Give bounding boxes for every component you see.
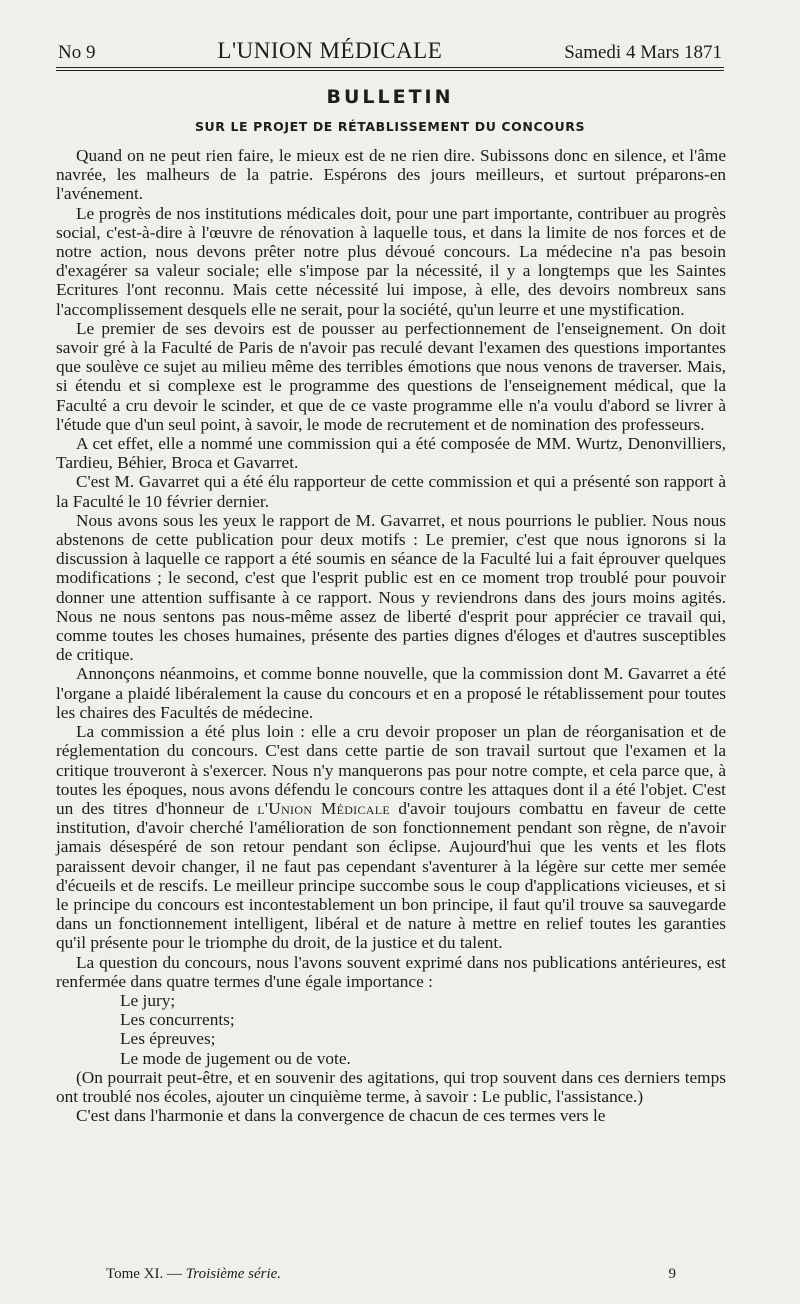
header-rule bbox=[56, 67, 724, 71]
paragraph: C'est M. Gavarret qui a été élu rapporteur de cette commission et qui a présenté son rapport à la Faculté le 10 février dernier. bbox=[56, 472, 726, 511]
page-header bbox=[58, 24, 722, 64]
paragraph bbox=[56, 722, 726, 952]
volume-info bbox=[106, 1266, 281, 1283]
paragraph: Le premier de ses devoirs est de pousser au perfectionnement de l'enseignement. On doit savoir gré à la Faculté de Paris de n'avoir pas reculé devant l'examen des questions importantes que soulève ce sujet au milieu même des terribles émotions que nous venons de traverser. Mais, si étendu et si complexe est le programme des questions de l'enseignement médical, que la Faculté a cru devoir le scinder, et que de ce vaste programme elle n'a voulu d'abord se livrer à l'étude que d'un seul point, à savoir, le mode de recrutement et de nomination des professeurs. bbox=[56, 318, 726, 434]
paragraph-part: d'avoir toujours combattu en faveur de cette institution, d'avoir cherché l'amélioration de son fonctionnement pendant son règne, de n'avoir jamais désespéré de son retour pendant son éclipse. Aujourd'hui que les vents et les flots paraissent devoir changer, il ne faut pas cependant s'aventurer à la légère sur cette mer semée d'écueils et de rescifs. Le meilleur principe succombe sous le coup d'applications vicieuses, et si le principe du concours est incontestablement un bon principe, il faut qu'il trouve sa sauvegarde dans un fonctionnement intelligent, libéral et de nature à mettre en relief toutes les garanties qu'il présente pour le triomphe du droit, de la justice et du talent. bbox=[56, 798, 726, 953]
paragraph: La question du concours, nous l'avons souvent exprimé dans nos publications antérieures, est renfermée dans quatre termes d'une égale importance : bbox=[56, 952, 726, 991]
paragraph-part: La commission a été plus loin : elle a cru devoir proposer un plan de réorganisation et de réglementation du concours. C'est dans cette partie de son travail surtout que l'examen et la critique trouveront à s'exercer. Nous n'y manquerons pas pour notre compte, et cela parce que, à toutes les époques, nous avons défendu le concours contre les attaques dont il a été l'objet. C'est un des titres d'honneur de bbox=[56, 722, 726, 818]
paragraph: Le progrès de nos institutions médicales doit, pour une part importante, contribuer au progrès social, c'est-à-dire à l'œuvre de rénovation à laquelle tous, et dans la limite de nos forces et de notre action, nous devons prêter notre plus dévoué concours. La médecine n'a pas besoin d'exagérer sa valeur sociale; elle s'impose par la nécessité, il y a longtemps que les Saintes Ecritures l'ont reconnu. Mais cette nécessité lui impose, à elle, des devoirs nombreux sans l'accomplissement desquels elle ne serait, pour la société, qu'un leurre et une mystification. bbox=[56, 203, 726, 319]
issue-number: No 9 bbox=[58, 42, 96, 63]
page-number: 9 bbox=[668, 1266, 676, 1282]
list-item: Le mode de jugement ou de vote. bbox=[120, 1048, 351, 1068]
journal-title: L'UNION MÉDICALE bbox=[217, 38, 443, 63]
paragraph: Quand on ne peut rien faire, le mieux est de ne rien dire. Subissons donc en silence, et l'âme navrée, les malheurs de la patrie. Espérons des jours meilleurs, et surtout préparons-en l'avénement. bbox=[56, 146, 726, 204]
paragraph: A cet effet, elle a nommé une commission qui a été composée de MM. Wurtz, Denonvilliers, Tardieu, Béhier, Broca et Gavarret. bbox=[56, 434, 726, 473]
terms-list bbox=[56, 991, 726, 1068]
list-item: Les épreuves; bbox=[120, 1029, 216, 1049]
list-item: Les concurrents; bbox=[120, 1010, 235, 1030]
article-body bbox=[56, 146, 726, 1125]
section-heading: BULLETIN bbox=[326, 86, 454, 108]
paragraph: Annonçons néanmoins, et comme bonne nouvelle, que la commission dont M. Gavarret a été l'organe a plaidé libéralement la cause du concours et en a proposé le rétablissement pour toutes les chaires des Facultés de médecine. bbox=[56, 664, 726, 722]
article-subheading: SUR LE PROJET DE RÉTABLISSEMENT DU CONCOURS bbox=[194, 119, 586, 134]
list-item: Le jury; bbox=[120, 990, 176, 1010]
page-footer bbox=[106, 1266, 676, 1283]
paragraph: Nous avons sous les yeux le rapport de M. Gavarret, et nous pourrions le publier. Nous nous abstenons de cette publication pour deux motifs : Le premier, c'est que nous ignorons si la discussion à laquelle ce rapport a été soumis en séance de la Faculté lui a fait éprouver quelques modifications ; le second, c'est que l'esprit public est en ce moment trop troublé pour pouvoir donner une attention suffisante à ce rapport. Nous y reviendrons dans des jours moins agités. Nous ne nous sentons pas nous-même assez de liberté d'esprit pour apprécier ce travail qui, comme toutes les choses humaines, présente des parties dignes d'éloges et d'autres susceptibles de critique. bbox=[56, 510, 726, 665]
issue-date: Samedi 4 Mars 1871 bbox=[564, 42, 722, 63]
tome-label: Tome XI. — bbox=[106, 1266, 183, 1282]
series-label: Troisième série. bbox=[185, 1266, 282, 1282]
paragraph: C'est dans l'harmonie et dans la convergence de chacun de ces termes vers le bbox=[76, 1106, 606, 1126]
journal-name-inline: l'Union Médicale bbox=[257, 798, 391, 818]
paragraph: (On pourrait peut-être, et en souvenir des agitations, qui trop souvent dans ces derniers temps ont troublé nos écoles, ajouter un cinquième terme, à savoir : Le public, l'assistance.) bbox=[56, 1067, 726, 1106]
